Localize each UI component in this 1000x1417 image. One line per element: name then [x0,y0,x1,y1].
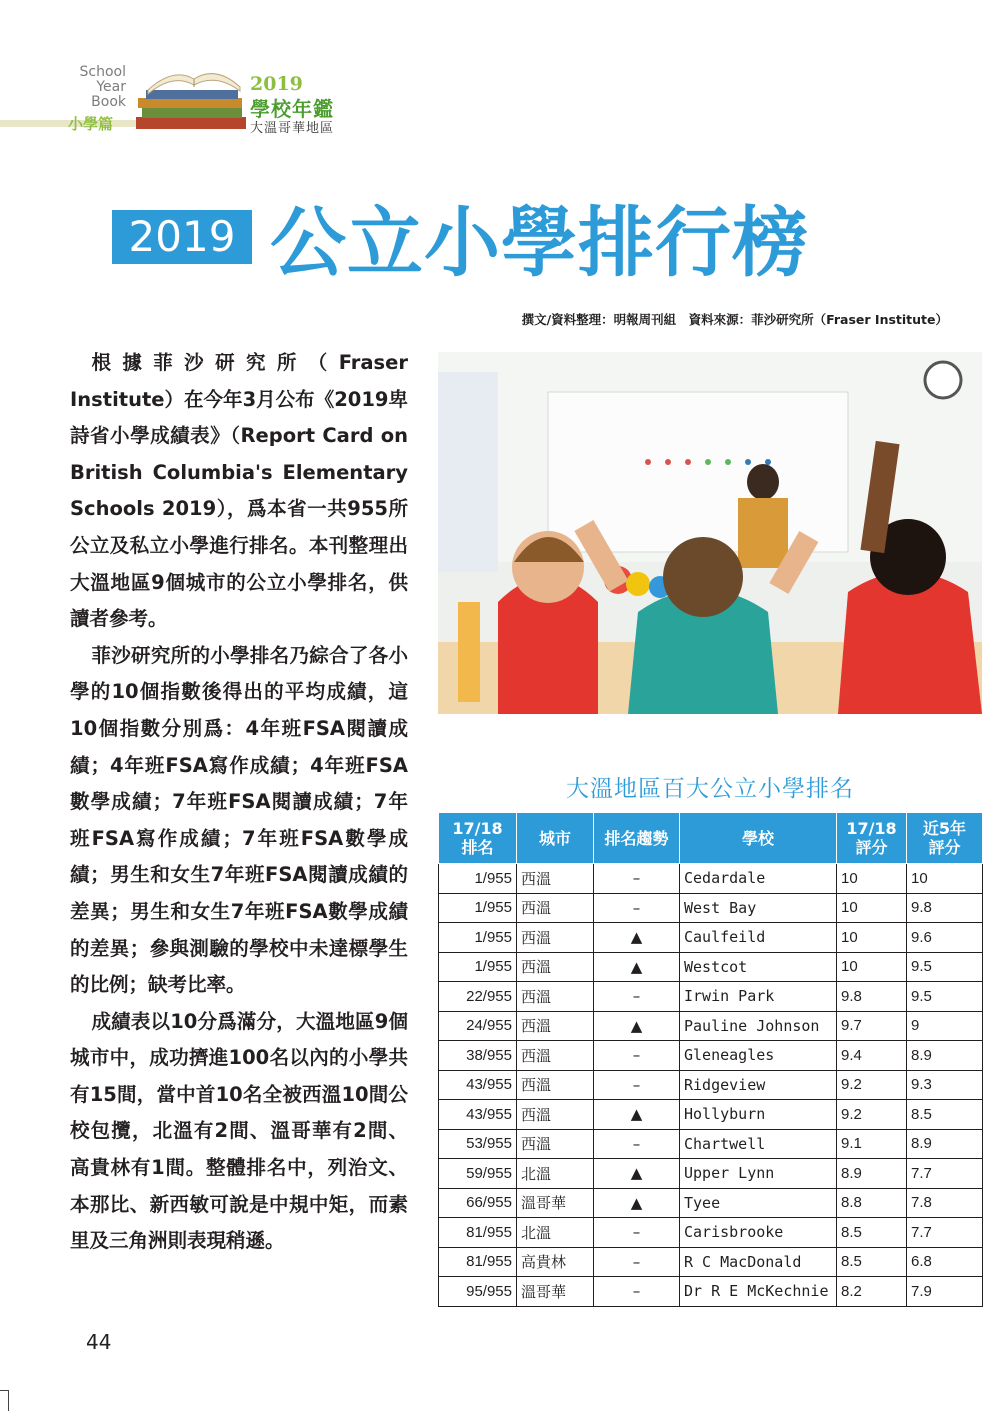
cell-rank: 1/955 [439,952,517,982]
cell-trend: – [594,1247,680,1277]
cell-school: Caulfeild [680,923,837,953]
cell-trend: – [594,1070,680,1100]
cell-5yr-score: 9.3 [907,1070,983,1100]
cell-score: 9.7 [837,1011,907,1041]
cell-school: Hollyburn [680,1100,837,1130]
cell-5yr-score: 7.7 [907,1159,983,1189]
cell-trend: – [594,1041,680,1071]
table-title: 大溫地區百大公立小學排名 [566,776,854,802]
cell-rank: 1/955 [439,893,517,923]
cell-5yr-score: 8.9 [907,1129,983,1159]
cell-rank: 95/955 [439,1277,517,1307]
brand-year: 2019 [250,73,303,95]
header-rank: 17/18 排名 [439,813,517,864]
table-row [439,1277,983,1307]
cell-city: 溫哥華 [517,1277,594,1307]
cell-city: 北溫 [517,1218,594,1248]
cell-city: 西溫 [517,1129,594,1159]
cell-trend: – [594,1277,680,1307]
article-paragraph-2: 菲沙研究所的小學排名乃綜合了各小學的10個指數後得出的平均成績，這10個指數分別爲：4年班FSA閱讀成績；4年班FSA寫作成績；4年班FSA數學成績；7年班FSA閱讀成績；7年班FSA寫作成績；7年班FSA數學成績；男生和女生7年班FSA閱讀成績的差異；男生和女生7年班FSA數學成績的差異；參與測驗的學校中未達標學生的比例；缺考比率。 [70,643,408,997]
cell-school: Upper Lynn [680,1159,837,1189]
header-trend: 排名趨勢 [594,813,680,864]
cell-rank: 53/955 [439,1129,517,1159]
cell-score: 8.2 [837,1277,907,1307]
cell-5yr-score: 9.6 [907,923,983,953]
cell-score: 8.9 [837,1159,907,1189]
cell-trend: ▲ [594,1100,680,1130]
cell-5yr-score: 9.5 [907,952,983,982]
cell-rank: 81/955 [439,1218,517,1248]
cell-trend: – [594,982,680,1012]
cell-score: 8.8 [837,1188,907,1218]
cell-5yr-score: 9.5 [907,982,983,1012]
crop-mark [0,1390,9,1411]
cell-rank: 81/955 [439,1247,517,1277]
table-row [439,952,983,982]
cell-trend: – [594,893,680,923]
cell-city: 高貴林 [517,1247,594,1277]
cell-school: Westcot [680,952,837,982]
table-row [439,1011,983,1041]
cell-school: Cedardale [680,864,837,894]
cell-5yr-score: 8.5 [907,1100,983,1130]
cell-5yr-score: 10 [907,864,983,894]
page-title: 公立小學排行榜 [270,198,809,287]
cell-5yr-score: 7.8 [907,1188,983,1218]
ranking-table [438,812,983,1307]
header-school: 學校 [680,813,837,864]
cell-rank: 43/955 [439,1070,517,1100]
table-row [439,982,983,1012]
table-row [439,1070,983,1100]
cell-school: Pauline Johnson [680,1011,837,1041]
table-row [439,1041,983,1071]
cell-trend: ▲ [594,1188,680,1218]
cell-rank: 22/955 [439,982,517,1012]
table-row [439,864,983,894]
cell-school: Dr R E McKechnie [680,1277,837,1307]
cell-score: 9.8 [837,982,907,1012]
cell-score: 9.4 [837,1041,907,1071]
yearbook-branding [0,55,370,135]
cell-rank: 66/955 [439,1188,517,1218]
table-row [439,1159,983,1189]
cell-school: Gleneagles [680,1041,837,1071]
cell-city: 西溫 [517,1011,594,1041]
cell-trend: – [594,864,680,894]
article-paragraph-3: 成績表以10分爲滿分，大溫地區9個城市中，成功擠進100名以內的小學共有15間，當中首10名全被西溫10間公校包攬，北溫有2間、溫哥華有2間、高貴林有1間。整體排名中，列治文、本那比、新西敏可說是中規中矩，而素里及三角洲則表現稍遜。 [70,1009,408,1253]
brand-section-label: 小學篇 [68,115,114,133]
table-header-row [439,813,983,864]
cell-city: 西溫 [517,923,594,953]
cell-score: 10 [837,893,907,923]
cell-5yr-score: 9 [907,1011,983,1041]
table-body [439,864,983,1307]
cell-5yr-score: 8.9 [907,1041,983,1071]
brand-title: 學校年鑑 [250,97,334,121]
cell-5yr-score: 7.7 [907,1218,983,1248]
cell-city: 西溫 [517,1041,594,1071]
brand-area: 大溫哥華地區 [250,121,335,136]
header-5yr-score: 近5年 評分 [907,813,983,864]
cell-5yr-score: 6.8 [907,1247,983,1277]
table-row [439,1129,983,1159]
cell-city: 西溫 [517,1070,594,1100]
cell-score: 8.5 [837,1218,907,1248]
cell-5yr-score: 9.8 [907,893,983,923]
cell-school: Chartwell [680,1129,837,1159]
table-row [439,1188,983,1218]
cell-city: 西溫 [517,1100,594,1130]
article-body [70,345,408,1260]
cell-city: 溫哥華 [517,1188,594,1218]
cell-score: 10 [837,864,907,894]
cell-score: 9.2 [837,1100,907,1130]
cell-trend: ▲ [594,923,680,953]
cell-trend: ▲ [594,1011,680,1041]
cell-rank: 24/955 [439,1011,517,1041]
cell-rank: 1/955 [439,864,517,894]
cell-5yr-score: 7.9 [907,1277,983,1307]
cell-rank: 43/955 [439,1100,517,1130]
cell-city: 西溫 [517,982,594,1012]
cell-trend: ▲ [594,1159,680,1189]
cell-rank: 59/955 [439,1159,517,1189]
table-row [439,893,983,923]
header-city: 城市 [517,813,594,864]
cell-city: 西溫 [517,893,594,923]
books-illustration [128,57,258,135]
cell-trend: – [594,1218,680,1248]
title-year-badge: 2019 [112,210,252,264]
cell-rank: 38/955 [439,1041,517,1071]
cell-score: 8.5 [837,1247,907,1277]
cell-trend: ▲ [594,952,680,982]
cell-city: 西溫 [517,864,594,894]
cell-school: Irwin Park [680,982,837,1012]
cell-score: 9.2 [837,1070,907,1100]
table-row [439,1247,983,1277]
cell-school: Carisbrooke [680,1218,837,1248]
header-score: 17/18 評分 [837,813,907,864]
cell-school: R C MacDonald [680,1247,837,1277]
table-row [439,1100,983,1130]
cell-school: Ridgeview [680,1070,837,1100]
credit-line: 撰文/資料整理：明報周刊組 資料來源：菲沙研究所（Fraser Institute） [521,312,948,327]
page-number: 44 [86,1330,112,1354]
table-row [439,1218,983,1248]
cell-trend: – [594,1129,680,1159]
cell-school: West Bay [680,893,837,923]
article-paragraph-1: 根據菲沙研究所（Fraser Institute）在今年3月公布《2019卑詩省小學成績表》（Report Card on British Columbia's Elementary Schools 2019），爲本省一共955所公立及私立小學進行排名。本刊整理出大溫地區9個城市的公立小學排名，供讀者參考。 [70,351,408,631]
classroom-photo [438,352,982,714]
table-row [439,923,983,953]
cell-score: 9.1 [837,1129,907,1159]
brand-english-title: School Year Book [79,64,126,110]
cell-city: 西溫 [517,952,594,982]
cell-rank: 1/955 [439,923,517,953]
cell-score: 10 [837,952,907,982]
cell-school: Tyee [680,1188,837,1218]
cell-city: 北溫 [517,1159,594,1189]
cell-score: 10 [837,923,907,953]
